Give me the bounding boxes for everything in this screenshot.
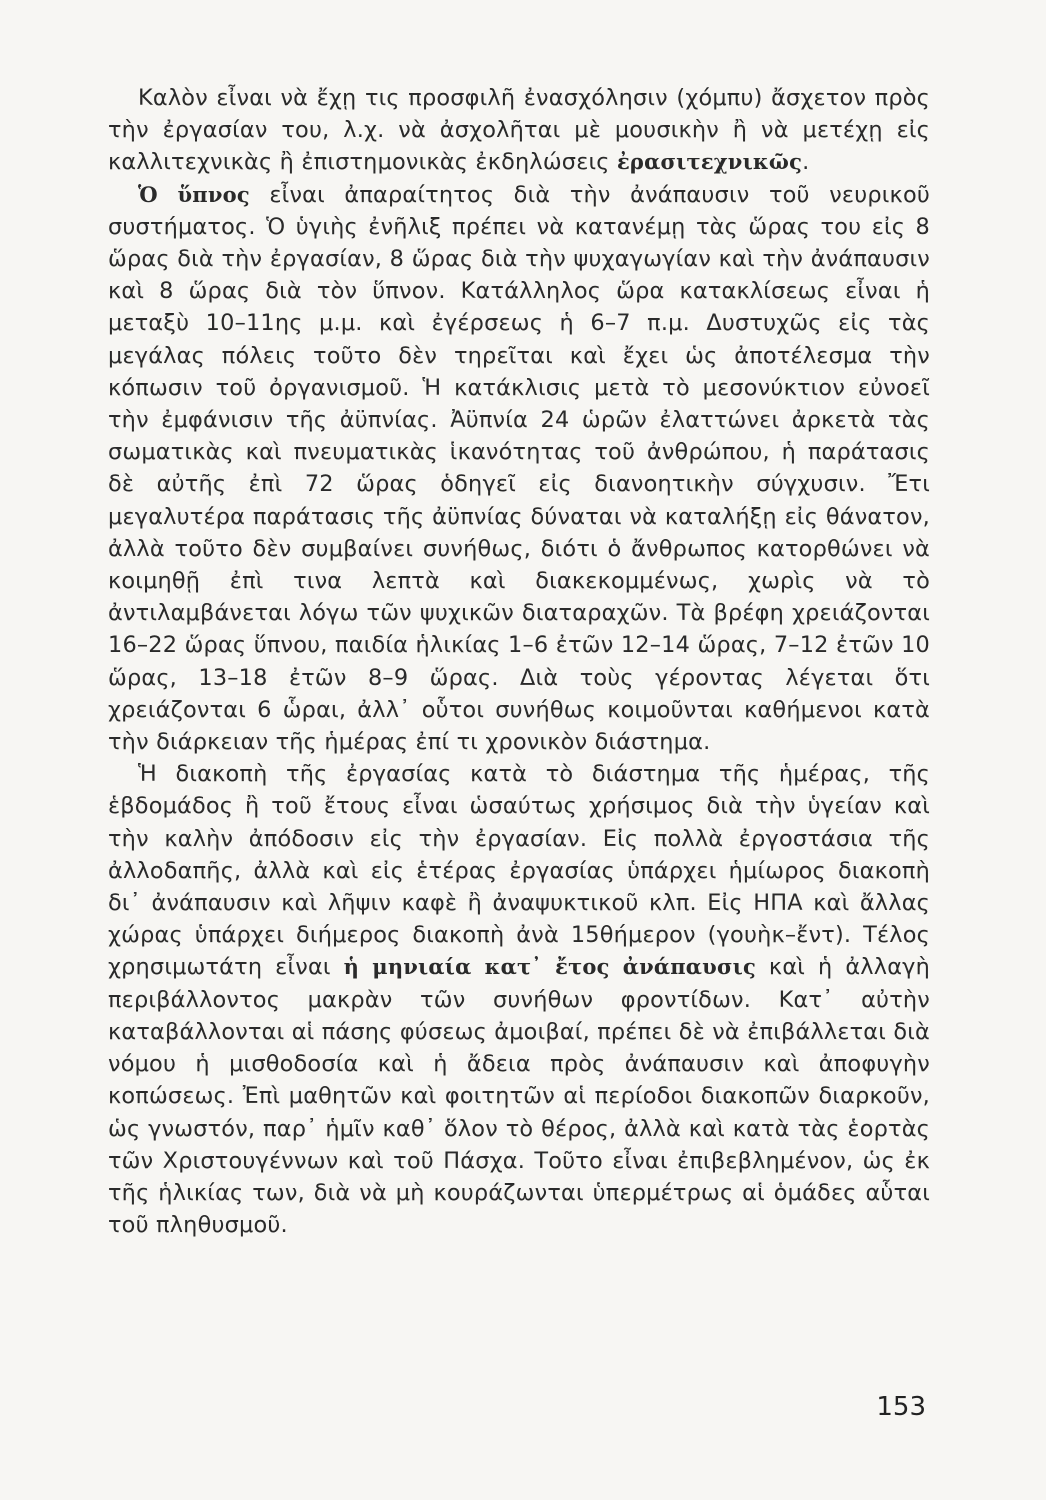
text-run: . [802,149,810,176]
bold-term: ἐρασιτεχνικῶς [616,149,803,175]
paragraph [108,758,930,1241]
text-run: Καλὸν εἶναι νὰ ἔχῃ τις προσφιλῆ ἐνασχόλησιν (χόμπυ) ἄσχετον πρὸς τὴν ἐργασίαν του, λ.χ. νὰ ἀσχολῆται μὲ μουσικὴν ἢ νὰ μετέχῃ εἰς καλλιτεχνικὰς ἢ ἐπιστημονικὰς ἐκδηλώσεις [108,85,930,176]
paragraph [108,82,930,179]
body-text [108,82,930,1241]
text-run: καὶ ἡ ἀλλαγὴ περιβάλλοντος μακρὰν τῶν συνήθων φροντίδων. Κατ᾽ αὐτὴν καταβάλλονται αἱ πάσης φύσεως ἀμοιβαί, πρέπει δὲ νὰ ἐπιβάλλεται διὰ νόμου ἡ μισθοδοσία καὶ ἡ ἄδεια πρὸς ἀνάπαυσιν καὶ ἀποφυγὴν κοπώσεως. Ἐπὶ μαθητῶν καὶ φοιτητῶν αἱ περίοδοι διακοπῶν διαρκοῦν, ὡς γνωστόν, παρ᾽ ἡμῖν καθ᾽ ὅλον τὸ θέρος, ἀλλὰ καὶ κατὰ τὰς ἑορτὰς τῶν Χριστουγέννων καὶ τοῦ Πάσχα. Τοῦτο εἶναι ἐπιβεβλημένον, ὡς ἐκ τῆς ἡλικίας των, διὰ νὰ μὴ κουράζωνται ὑπερμέτρως αἱ ὁμάδες αὗται τοῦ πληθυσμοῦ. [108,954,931,1239]
bold-term: ἡ μηνιαία κατ᾽ ἔτος ἀνάπαυσις [343,954,756,980]
bold-term: Ὁ ὕπνος [138,181,250,207]
paragraph [108,179,930,759]
text-run: εἶναι ἀπαραίτητος διὰ τὴν ἀνάπαυσιν τοῦ νευρικοῦ συστήματος. Ὁ ὑγιὴς ἐνῆλιξ πρέπει νὰ κατανέμῃ τὰς ὥρας του εἰς 8 ὥρας διὰ τὴν ἐργασίαν, 8 ὥρας διὰ τὴν ψυχαγωγίαν καὶ τὴν ἀνάπαυσιν καὶ 8 ὥρας διὰ τὸν ὕπνον. Κατάλληλος ὥρα κατακλίσεως εἶναι ἡ μεταξὺ 10–11ης μ.μ. καὶ ἐγέρσεως ἡ 6–7 π.μ. Δυστυχῶς εἰς τὰς μεγάλας πόλεις τοῦτο δὲν τηρεῖται καὶ ἔχει ὡς ἀποτέλεσμα τὴν κόπωσιν τοῦ ὀργανισμοῦ. Ἡ κατάκλισις μετὰ τὸ μεσονύκτιον εὐνοεῖ τὴν ἐμφάνισιν τῆς ἀϋπνίας. Ἀϋπνία 24 ὡρῶν ἐλαττώνει ἀρκετὰ τὰς σωματικὰς καὶ πνευματικὰς ἱκανότητας τοῦ ἀνθρώπου, ἡ παράτασις δὲ αὐτῆς ἐπὶ 72 ὥρας ὁδηγεῖ εἰς διανοητικὴν σύγχυσιν. Ἔτι μεγαλυτέρα παράτασις τῆς ἀϋπνίας δύναται νὰ καταλήξῃ εἰς θάνατον, ἀλλὰ τοῦτο δὲν συμβαίνει συνήθως, διότι ὁ ἄνθρωπος κατορθώνει νὰ κοιμηθῇ ἐπὶ τινα λεπτὰ καὶ διακεκομμένως, χωρὶς νὰ τὸ ἀντιλαμβάνεται λόγω τῶν ψυχικῶν διαταραχῶν. Τὰ βρέφη χρειάζονται 16–22 ὥρας ὕπνου, παιδία ἡλικίας 1–6 ἐτῶν 12–14 ὥρας, 7–12 ἐτῶν 10 ὥρας, 13–18 ἐτῶν 8–9 ὥρας. Διὰ τοὺς γέροντας λέγεται ὅτι χρειάζονται 6 ὧραι, ἀλλ᾽ οὗτοι συνήθως κοιμοῦνται καθήμενοι κατὰ τὴν διάρκειαν τῆς ἡμέρας ἐπί τι χρονικὸν διάστημα. [108,181,931,756]
page-number: 153 [876,1392,926,1422]
text-run: Ἡ διακοπὴ τῆς ἐργασίας κατὰ τὸ διάστημα τῆς ἡμέρας, τῆς ἑβδομάδος ἢ τοῦ ἔτους εἶναι ὡσαύτως χρήσιμος διὰ τὴν ὑγείαν καὶ τὴν καλὴν ἀπόδοσιν εἰς τὴν ἐργασίαν. Εἰς πολλὰ ἐργοστάσια τῆς ἀλλοδαπῆς, ἀλλὰ καὶ εἰς ἑτέρας ἐργασίας ὑπάρχει ἡμίωρος διακοπὴ δι᾽ ἀνάπαυσιν καὶ λῆψιν καφὲ ἢ ἀναψυκτικοῦ κλπ. Εἰς ΗΠΑ καὶ ἄλλας χώρας ὑπάρχει διήμερος διακοπὴ ἀνὰ 15θήμερον (γουὴκ–ἔντ). Τέλος χρησιμωτάτη εἶναι [108,761,930,981]
